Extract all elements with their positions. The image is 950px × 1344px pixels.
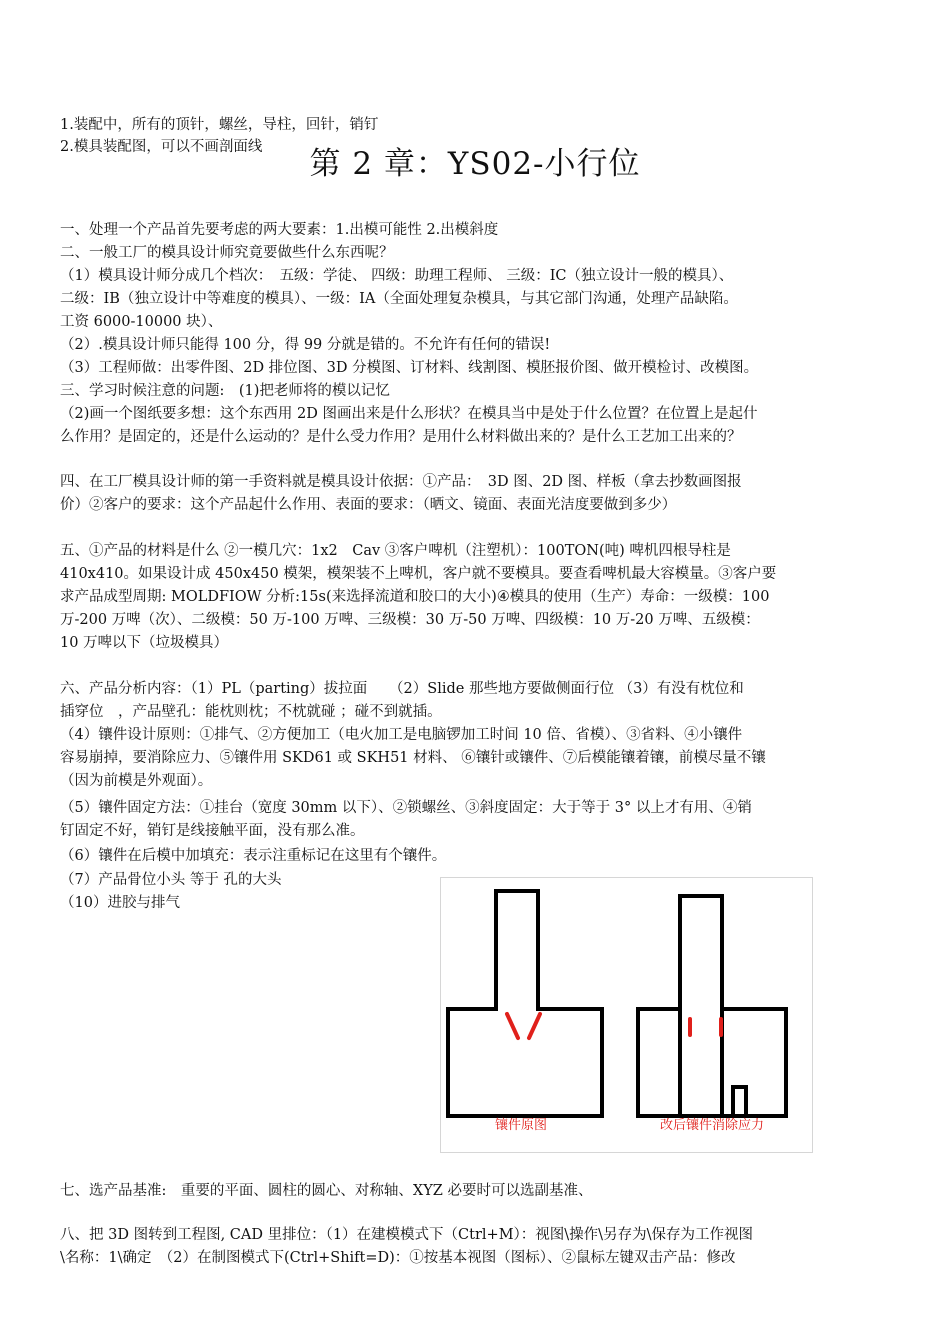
insert-stress-figure [440,877,813,1153]
paragraph-line: （4）镶件设计原则：①排气、②方便加工（电火加工是电脑锣加工时间 10 倍、省模）、③省料、④小镶件 [60,727,743,743]
paragraph-line: 八、把 3D 图转到工程图, CAD 里排位：（1）在建模模式下（Ctrl+M）：视图\操作\另存为\保存为工作视图 [60,1227,753,1243]
paragraph-line: 价）②客户的要求：这个产品起什么作用、表面的要求：（晒文、镜面、表面光洁度要做到多少） [60,497,677,513]
paragraph-line: 三、学习时候注意的问题: (1)把老师将的模以记忆 [60,383,390,399]
note-line-1: 1.装配中，所有的顶针，螺丝，导柱，回针，销钉 [60,117,379,133]
paragraph-line: （7）产品骨位小头 等于 孔的大头 [60,872,282,888]
paragraph-line: 一、处理一个产品首先要考虑的两大要素：1.出模可能性 2.出模斜度 [60,222,499,238]
paragraph-line: 求产品成型周期: MOLDFIOW 分析:15s(来选择流道和胶口的大小)④模具的使用（生产）寿命：一级模：100 [60,589,770,605]
paragraph-line: 六、产品分析内容：（1）PL（parting）拔拉面 （2）Slide 那些地方要做侧面行位 （3）有没有枕位和 [60,681,744,697]
right-figure-caption: 改后镶件消除应力 [659,1118,765,1133]
paragraph-line: 万-200 万啤（次）、二级模：50 万-100 万啤、三级模：30 万-50 万啤、四级模：10 万-20 万啤、五级模： [60,612,760,628]
page-title: 第 2 章：YS02-小行位 [309,146,641,182]
stress-mark-left [507,1014,540,1038]
paragraph-line: 七、选产品基准: 重要的平面、圆柱的圆心、对称轴、XYZ 必要时可以选副基准、 [60,1183,593,1199]
modified-insert-drawing [638,896,786,1116]
paragraph-line: 工资 6000-10000 块）、 [60,314,223,330]
paragraph-line: 二级：IB（独立设计中等难度的模具）、一级：IA（全面处理复杂模具，与其它部门沟通，处理产品缺陷。 [60,291,738,307]
original-insert-drawing [448,891,602,1116]
paragraph-line: （1）模具设计师分成几个档次： 五级：学徒、 四级：助理工程师、 三级：IC（独立设计一般的模具）、 [60,268,734,284]
paragraph-line: （2)画一个图纸要多想：这个东西用 2D 图画出来是什么形状？在模具当中是处于什么位置？在位置上是起什 [60,406,758,422]
paragraph-line: 五、①产品的材料是什么 ②一模几穴：1x2 Cav ③客户啤机（注塑机）：100TON(吨) 啤机四根导柱是 [60,543,731,559]
left-figure-caption: 镶件原图 [494,1118,548,1133]
stress-mark-right [690,1019,721,1035]
paragraph-line: 么作用？是固定的，还是什么运动的？是什么受力作用？是用什么材料做出来的？是什么工艺加工出来的？ [60,429,742,445]
paragraph-line: 容易崩掉，要消除应力、⑤镶件用 SKD61 或 SKH51 材料、 ⑥镶针或镶件、⑦后模能镶着镶，前模尽量不镶 [60,750,766,766]
paragraph-line: （3）工程师做：出零件图、2D 排位图、3D 分模图、订材料、线割图、模胚报价图、做开模检讨、改模图。 [60,360,759,376]
paragraph-line: 410x410。如果设计成 450x450 模架，模架装不上啤机，客户就不要模具。要查看啤机最大容模量。③客户要 [60,566,777,582]
paragraph-line: 10 万啤以下（垃圾模具） [60,635,229,651]
note-line-2: 2.模具装配图，可以不画剖面线 [60,139,263,155]
paragraph-line: 二、一般工厂的模具设计师究竟要做些什么东西呢？ [60,245,394,261]
paragraph-line: （5）镶件固定方法：①挂台（宽度 30mm 以下）、②锁螺丝、③斜度固定：大于等于 3° 以上才有用、④销 [60,800,752,816]
paragraph-line: （2）.模具设计师只能得 100 分，得 99 分就是错的。不允许有任何的错误! [60,337,551,353]
paragraph-line: （10）进胶与排气 [60,895,180,911]
paragraph-line: （因为前模是外观面）。 [60,773,213,789]
paragraph-line: \名称：1\确定 （2）在制图模式下(Ctrl+Shift=D)：①按基本视图（图标）、②鼠标左键双击产品：修改 [60,1250,736,1266]
paragraph-line: 插穿位 ，产品壁孔：能枕则枕；不枕就碰 ；碰不到就插。 [60,704,442,720]
paragraph-line: 四、在工厂模具设计师的第一手资料就是模具设计依据：①产品： 3D 图、2D 图、样板（拿去抄数画图报 [60,474,742,490]
paragraph-line: 钉固定不好，销钉是线接触平面，没有那么准。 [60,823,365,839]
paragraph-line: （6）镶件在后模中加填充：表示注重标记在这里有个镶件。 [60,848,447,864]
